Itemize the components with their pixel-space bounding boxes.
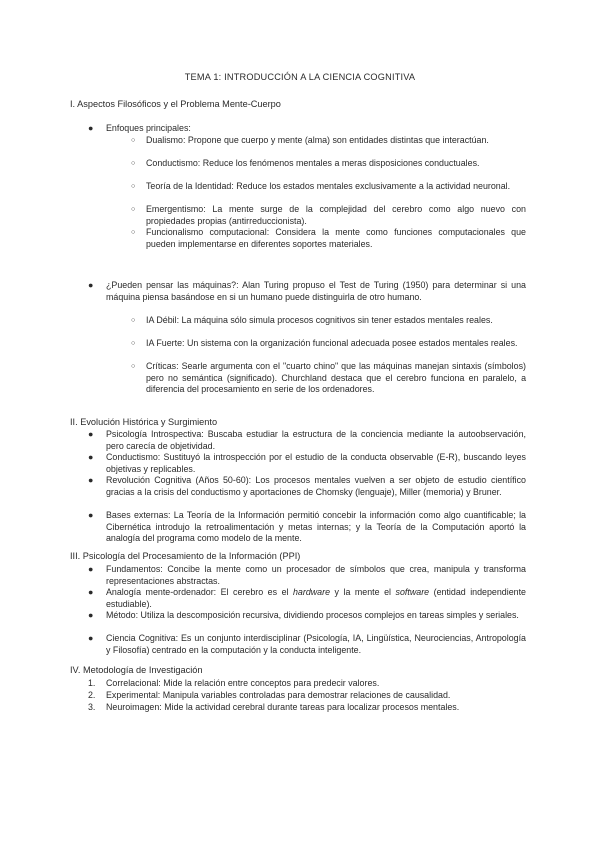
document-title: TEMA 1: INTRODUCCIÓN A LA CIENCIA COGNITIVA xyxy=(184,72,416,82)
list-item xyxy=(131,315,526,327)
bullet-icon: ● xyxy=(88,564,94,574)
list-item xyxy=(88,429,526,452)
circle-bullet-icon: ○ xyxy=(131,183,136,190)
circle-bullet-icon: ○ xyxy=(131,317,136,324)
section-heading-3: III. Psicología del Procesamiento de la Información (PPI) xyxy=(70,551,301,561)
experimental: Experimental: Manipula variables controladas para demostrar relaciones de causalidad. xyxy=(106,690,451,700)
psicologia-introspectiva: Psicología Introspectiva: Buscaba estudiar la estructura de la conciencia mediante la autoobservación, pero carecía de objetividad. xyxy=(106,429,526,451)
bullet-icon: ● xyxy=(88,510,94,520)
list-item xyxy=(131,135,526,147)
list-item xyxy=(88,610,526,622)
neuroimagen: Neuroimagen: Mide la actividad cerebral durante tareas para localizar procesos mentales. xyxy=(106,702,460,712)
bullet-icon: ● xyxy=(88,429,94,439)
section-heading-2: II. Evolución Histórica y Surgimiento xyxy=(70,417,218,427)
emphasis: hardware xyxy=(293,587,330,597)
list-item xyxy=(131,204,526,227)
list-item xyxy=(88,564,526,587)
metodo: Método: Utiliza la descomposición recursiva, dividiendo procesos complejos en tareas simples y seriales. xyxy=(106,610,519,620)
revolucion-cognitiva: Revolución Cognitiva (Años 50-60): Los procesos mentales vuelven a ser objeto de estudio científico gracias a la crisis del conductismo y aportaciones de Chomsky (lenguaje), Miller (memoria) y Bruner. xyxy=(106,475,526,497)
bullet-icon: ● xyxy=(88,475,94,485)
list-item xyxy=(88,452,526,475)
ia-fuerte: IA Fuerte: Un sistema con la organización funcional adecuada posee estados mentales reales. xyxy=(146,338,518,348)
list-item xyxy=(88,280,526,303)
bullet-icon: ● xyxy=(88,280,94,290)
list-number: 1. xyxy=(88,678,96,688)
bullet-icon: ● xyxy=(88,452,94,462)
turing-paragraph: ¿Pueden pensar las máquinas?: Alan Turing propuso el Test de Turing (1950) para determinar si una máquina piensa basándose en si un humano puede distinguirla de otro humano. xyxy=(106,280,526,302)
list-item xyxy=(131,158,526,170)
enfoque-conductismo: Conductismo: Reduce los fenómenos mentales a meras disposiciones conductuales. xyxy=(146,158,480,168)
criticas: Críticas: Searle argumenta con el "cuarto chino" que las máquinas manejan sintaxis (símbolos) pero no semántica (significado). Churchland destaca que el cerebro funciona en paralelo, a diferencia del procesamiento en serie de los ordenadores. xyxy=(146,361,526,395)
list-item xyxy=(131,361,526,396)
list-number: 3. xyxy=(88,702,96,712)
section-heading-1: I. Aspectos Filosóficos y el Problema Mente-Cuerpo xyxy=(70,99,281,109)
circle-bullet-icon: ○ xyxy=(131,229,136,236)
analogia-mente-ordenador: Analogía mente-ordenador: El cerebro es el hardware y la mente el software (entidad independiente estudiable). xyxy=(106,587,526,609)
list-item xyxy=(88,510,526,545)
list-item xyxy=(88,123,526,135)
circle-bullet-icon: ○ xyxy=(131,363,136,370)
bullet-icon: ● xyxy=(88,123,94,133)
enfoque-identidad: Teoría de la Identidad: Reduce los estados mentales exclusivamente a la actividad neuronal. xyxy=(146,181,511,191)
circle-bullet-icon: ○ xyxy=(131,160,136,167)
enfoques-label: Enfoques principales: xyxy=(106,123,191,133)
list-item xyxy=(88,633,526,656)
bases-externas: Bases externas: La Teoría de la Información permitió concebir la información como algo cuantificable; la Cibernética introdujo la retroalimentación y metas internas; y la Teoría de la Computación aportó la analogía del programa como modelo de la mente. xyxy=(106,510,526,544)
ciencia-cognitiva: Ciencia Cognitiva: Es un conjunto interdisciplinar (Psicología, IA, Lingüística, Neurociencias, Antropología y Filosofía) centrado en la computación y la conducta inteligente. xyxy=(106,633,526,655)
circle-bullet-icon: ○ xyxy=(131,137,136,144)
list-item xyxy=(88,475,526,498)
ia-debil: IA Débil: La máquina sólo simula procesos cognitivos sin tener estados mentales reales. xyxy=(146,315,493,325)
list-item xyxy=(88,678,526,690)
section-heading-4: IV. Metodología de Investigación xyxy=(70,665,203,675)
emphasis: software xyxy=(395,587,430,597)
bullet-icon: ● xyxy=(88,587,94,597)
list-item xyxy=(131,181,526,193)
list-item xyxy=(131,227,526,250)
list-item xyxy=(88,690,526,702)
conductismo-historia: Conductismo: Sustituyó la introspección por el estudio de la conducta observable (E-R), buscando leyes objetivas y replicables. xyxy=(106,452,526,474)
enfoque-dualismo: Dualismo: Propone que cuerpo y mente (alma) son entidades distintas que interactúan. xyxy=(146,135,489,145)
circle-bullet-icon: ○ xyxy=(131,206,136,213)
list-item xyxy=(131,338,526,350)
bullet-icon: ● xyxy=(88,610,94,620)
enfoque-funcionalismo: Funcionalismo computacional: Considera la mente como funciones computacionales que pueden implementarse en diferentes soportes materiales. xyxy=(146,227,526,249)
bullet-icon: ● xyxy=(88,633,94,643)
circle-bullet-icon: ○ xyxy=(131,340,136,347)
list-item xyxy=(88,702,526,714)
fundamentos: Fundamentos: Concibe la mente como un procesador de símbolos que crea, manipula y transforma representaciones abstractas. xyxy=(106,564,526,586)
enfoque-emergentismo: Emergentismo: La mente surge de la complejidad del cerebro como algo nuevo con propiedades propias (antirreduccionista). xyxy=(146,204,526,226)
list-item xyxy=(88,587,526,610)
list-number: 2. xyxy=(88,690,96,700)
correlacional: Correlacional: Mide la relación entre conceptos para predecir valores. xyxy=(106,678,380,688)
